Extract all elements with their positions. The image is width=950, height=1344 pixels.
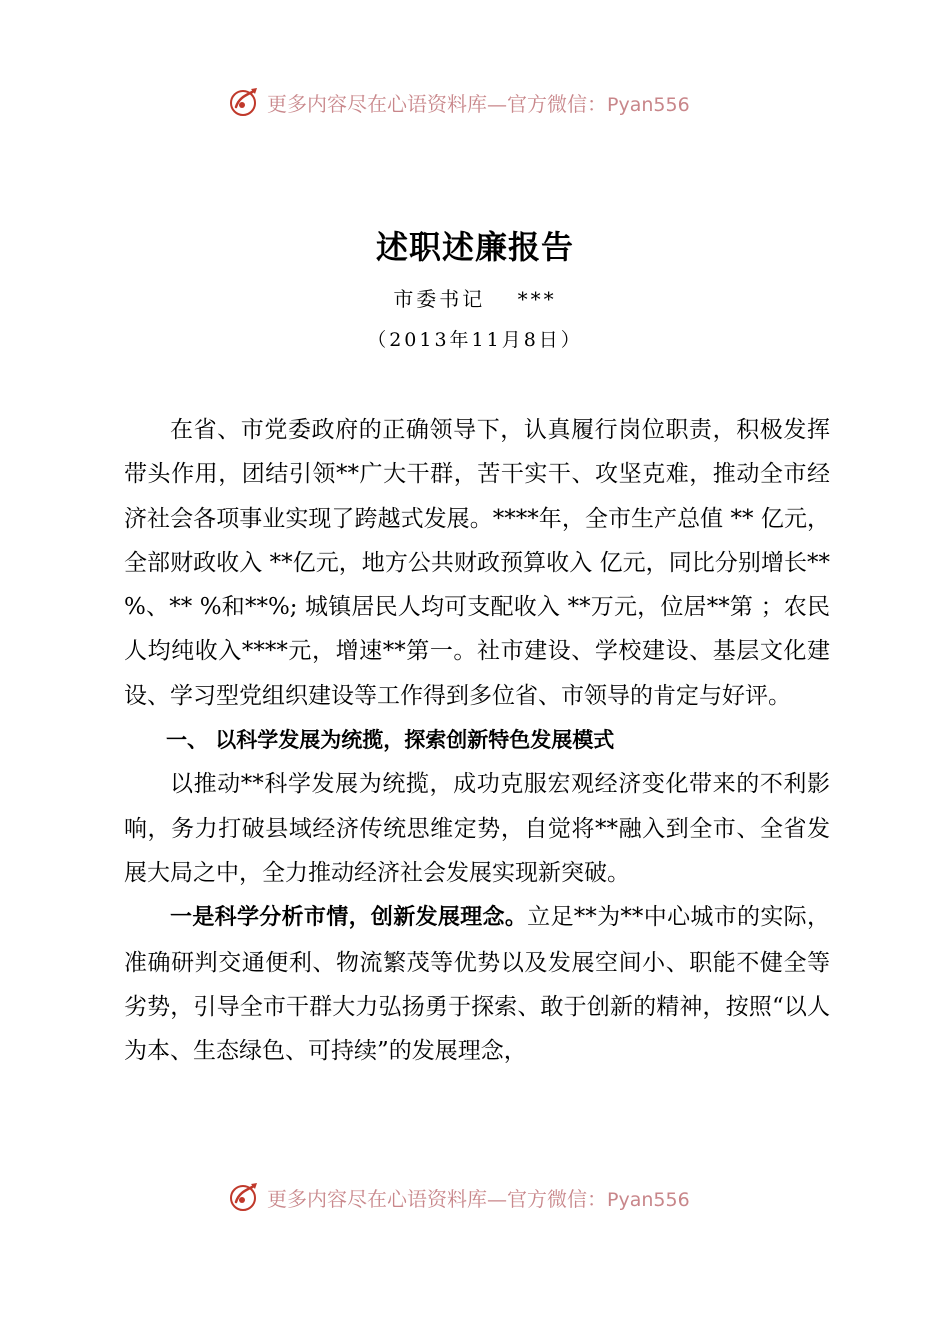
document-body bbox=[124, 408, 830, 1073]
watermark-header bbox=[227, 82, 690, 122]
paragraph-point-1 bbox=[124, 895, 830, 1073]
logo-icon bbox=[227, 1180, 261, 1214]
paragraph-section-1: 以推动**科学发展为统揽，成功克服宏观经济变化带来的不利影响，务力打破县域经济传统思维定势，自觉将**融入到全市、全省发展大局之中，全力推动经济社会发展实现新突破。 bbox=[124, 771, 830, 886]
watermark-text: 更多内容尽在心语资料库—官方微信：Pyan556 bbox=[267, 91, 690, 116]
logo-icon bbox=[227, 85, 261, 119]
section-heading-1: 一、 以科学发展为统揽，探索创新特色发展模式 bbox=[166, 728, 615, 753]
point-1-text: 立足**为**中心城市的实际，准确研判交通便利、物流繁茂等优势以及发展空间小、职能不健全等劣势，引导全市干群大力弘扬勇于探索、敢于创新的精神，按照“以人为本、生态绿色、可持续”的发展理念， bbox=[124, 904, 830, 1065]
watermark-footer bbox=[227, 1177, 690, 1217]
paragraph-intro: 在省、市党委政府的正确领导下，认真履行岗位职责，积极发挥带头作用，团结引领**广大干群，苦干实干、攻坚克难，推动全市经济社会各项事业实现了跨越式发展。****年，全市生产总值 ** 亿元，全部财政收入 **亿元，地方公共财政预算收入 亿元，同比分别增长** %、** %和**%; 城镇居民人均可支配收入 **万元，位居**第 ；农民人均纯收入****元，增速**第一。社市建设、学校建设、基层文化建设、学习型党组织建设等工作得到多位省、市领导的肯定与好评。 bbox=[124, 417, 830, 709]
point-1-lead: 一是科学分析市情，创新发展理念。 bbox=[170, 905, 528, 931]
author-line: 市委书记 *** bbox=[393, 287, 557, 311]
watermark-text: 更多内容尽在心语资料库—官方微信：Pyan556 bbox=[267, 1186, 690, 1211]
document-title: 述职述廉报告 bbox=[375, 228, 574, 266]
date-line: （2013年11月8日） bbox=[367, 329, 583, 351]
